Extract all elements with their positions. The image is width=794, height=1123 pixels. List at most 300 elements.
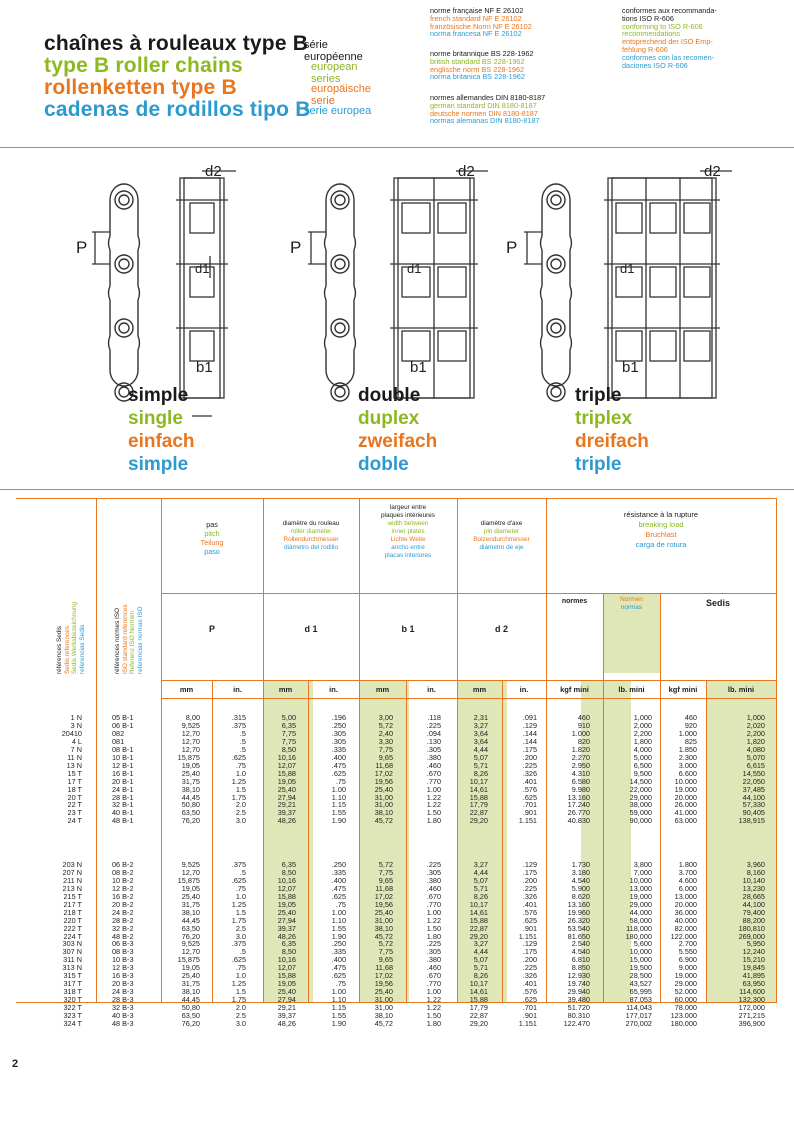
table-cell-p-in: 1.25	[231, 776, 246, 786]
table-cell-p-mm: 15,875	[177, 875, 200, 885]
table-cell-iso: 48 B-2	[112, 931, 134, 941]
table-cell-d1-in: 1.55	[331, 808, 346, 818]
table-cell-s-lb: 19,845	[742, 962, 765, 972]
standard-bs: norme britannique BS 228-1962 british standard BS 228-1962 englische norm BS 228-1962 norma britanica BS 228-1962	[430, 49, 534, 82]
table-cell-d2-mm: 3,27	[473, 939, 488, 948]
table-cell-iso: 06 B-3	[112, 939, 134, 948]
table-cell-sedis: 222 T	[63, 923, 82, 933]
table-cell-b1-in: .460	[426, 760, 441, 770]
table-cell-s-lb: 5,950	[746, 939, 765, 948]
table-cell-b1-in: 1.22	[426, 994, 441, 1004]
table-cell-p-mm: 9,525	[181, 939, 200, 948]
table-cell-iso: 08 B-1	[112, 744, 134, 754]
label-b1: b1	[410, 359, 427, 376]
table-cell-b1-mm: 17,02	[374, 768, 393, 778]
table-cell-sedis: 318 T	[63, 986, 82, 996]
table-cell-b1-mm: 45,72	[374, 816, 393, 826]
table-cell-s-kgf: 41.000	[674, 808, 697, 818]
table-cell-p-mm: 15,875	[177, 954, 200, 964]
table-cell-d2-mm: 5,07	[473, 752, 488, 762]
table-cell-d2-in: .576	[522, 784, 537, 794]
table-cell-p-in: .625	[231, 954, 246, 964]
table-cell-d2-mm: 14,61	[469, 986, 488, 996]
table-cell-n-kgf: 2.540	[571, 939, 590, 948]
table-cell-b1-mm: 11,68	[375, 962, 393, 972]
table-cell-s-kgf: 3.700	[678, 867, 697, 877]
table-cell-d2-in: 1.151	[518, 931, 537, 941]
table-cell-p-in: 1.0	[235, 970, 246, 980]
table-cell-p-mm: 12,70	[181, 728, 200, 738]
table-cell-b1-mm: 17,02	[374, 970, 393, 980]
table-cell-n-kgf: 13.160	[567, 792, 590, 802]
header-width: largeur entre plaques intérieures width between inner plates Lichte Weite ancho entre placas interiores	[381, 504, 435, 559]
table-cell-d1-mm: 6,35	[281, 860, 296, 869]
table-cell-b1-in: .225	[426, 720, 441, 730]
table-cell-sedis: 322 T	[63, 1002, 82, 1012]
table-cell-iso: 08 B-2	[112, 867, 134, 877]
table-cell-b1-in: 1.50	[426, 808, 441, 818]
table-cell-s-lb: 63,950	[742, 978, 765, 988]
table-cell-d2-in: .200	[522, 954, 537, 964]
table-cell-d2-mm: 2,31	[473, 713, 488, 722]
table-cell-sedis: 11 N	[67, 752, 82, 762]
label-d2: d2	[704, 163, 721, 180]
table-cell-d2-mm: 8,26	[473, 768, 488, 778]
table-cell-iso: 48 B-3	[112, 1018, 134, 1028]
table-cell-sedis: 4 L	[71, 736, 82, 746]
label-P: P	[290, 238, 302, 257]
table-cell-d2-in: .701	[522, 800, 537, 810]
table-cell-p-in: 1.0	[235, 891, 246, 901]
table-cell-d2-in: .225	[522, 760, 537, 770]
table-cell-d1-in: 1.90	[331, 931, 346, 941]
table-cell-s-kgf: 29.000	[674, 978, 697, 988]
table-cell-p-in: 1.5	[235, 986, 246, 996]
header-roller: diamètre du rouleau roller diameter Rollendurchmesser diámetro del rodillo	[282, 520, 340, 551]
table-cell-d2-mm: 8,26	[473, 970, 488, 980]
table-cell-d2-in: .144	[522, 736, 537, 746]
table-cell-d1-mm: 19,05	[277, 899, 296, 909]
table-cell-d2-in: .175	[522, 946, 537, 956]
table-cell-iso: 32 B-2	[112, 923, 134, 933]
table-cell-n-lb: 29,000	[629, 899, 652, 909]
table-cell-p-mm: 12,70	[181, 867, 200, 877]
table-cell-p-in: .375	[231, 939, 246, 948]
table-cell-iso: 06 B-1	[112, 720, 134, 730]
table-cell-d1-in: .75	[335, 978, 346, 988]
table-cell-iso: 10 B-1	[112, 752, 134, 762]
table-cell-b1-in: .225	[426, 939, 441, 948]
table-cell-s-lb: 1,000	[746, 713, 765, 722]
table-cell-sedis: 207 N	[62, 867, 82, 877]
table-cell-b1-mm: 17,02	[374, 891, 393, 901]
table-cell-d1-in: .250	[331, 720, 346, 730]
header-ref-sedis: références Sedis Sedis references Sedis Werksbezeichnung referencias Sedis	[56, 602, 86, 674]
table-cell-s-lb: 1,820	[746, 736, 765, 746]
table-cell-d1-mm: 25,40	[277, 784, 296, 794]
table-cell-n-lb: 270,002	[625, 1018, 652, 1028]
table-cell-b1-mm: 7,75	[378, 744, 393, 754]
table-cell-d1-mm: 27,94	[277, 915, 296, 925]
table-cell-d2-in: .091	[522, 713, 537, 722]
table-cell-d2-mm: 29,20	[469, 816, 488, 826]
table-cell-d2-in: .701	[522, 1002, 537, 1012]
header-sedis: Sedis	[705, 598, 730, 608]
table-cell-b1-in: 1.00	[426, 784, 441, 794]
table-cell-s-kgf: 2.300	[678, 752, 697, 762]
table-cell-d2-in: .129	[522, 860, 537, 869]
table-cell-n-lb: 2,200	[633, 728, 652, 738]
table-cell-s-lb: 4,080	[746, 744, 765, 754]
table-cell-n-kgf: 9.980	[571, 784, 590, 794]
table-cell-d2-in: .901	[522, 1010, 537, 1020]
table-cell-s-kgf: 40.000	[674, 915, 697, 925]
table-cell-p-in: .375	[231, 860, 246, 869]
table-cell-d2-mm: 4,44	[473, 744, 488, 754]
table-cell-sedis: 20410	[61, 728, 82, 738]
diagram-double	[290, 163, 488, 401]
table-cell-p-in: .5	[239, 736, 246, 746]
table-cell-n-lb: 3,800	[633, 860, 652, 869]
table-cell-b1-mm: 19,56	[374, 776, 393, 786]
table-cell-p-mm: 31,75	[181, 978, 200, 988]
table-cell-s-lb: 132,300	[738, 994, 765, 1004]
table-cell-b1-mm: 25,40	[374, 907, 393, 917]
table-cell-sedis: 220 T	[63, 915, 82, 925]
table-cell-b1-in: 1.22	[426, 915, 441, 925]
table-cell-d1-mm: 8,50	[281, 744, 296, 754]
table-cell-iso: 20 B-1	[112, 776, 134, 786]
table-cell-d1-mm: 15,88	[277, 891, 296, 901]
table-cell-d1-mm: 12,07	[277, 883, 296, 893]
table-cell-p-mm: 76,20	[181, 931, 200, 941]
table-cell-n-kgf: 6.810	[571, 954, 590, 964]
table-cell-s-kgf: 63.000	[674, 816, 697, 826]
table-cell-s-lb: 41,895	[742, 970, 765, 980]
table-cell-d1-in: 1.10	[331, 994, 346, 1004]
table-cell-d1-mm: 39,37	[277, 808, 296, 818]
table-cell-n-lb: 118,000	[626, 923, 652, 933]
table-cell-s-kgf: 460	[684, 713, 697, 722]
title-en: type B roller chains	[44, 54, 243, 77]
table-cell-b1-mm: 31,00	[374, 792, 393, 802]
table-cell-d2-mm: 3,64	[473, 736, 488, 746]
table-cell-p-mm: 25,40	[181, 768, 200, 778]
label-d2: d2	[458, 163, 475, 180]
table-cell-n-kgf: 29.940	[567, 986, 590, 996]
table-cell-n-kgf: 26.770	[567, 808, 590, 818]
table-cell-s-lb: 3,960	[746, 860, 765, 869]
table-cell-p-in: 1.5	[235, 907, 246, 917]
table-cell-d1-mm: 48,26	[277, 931, 296, 941]
table-cell-p-mm: 50,80	[181, 1002, 200, 1012]
table-cell-s-lb: 396,900	[738, 1018, 765, 1028]
table-cell-s-lb: 5,070	[746, 752, 765, 762]
table-cell-d2-mm: 22,87	[469, 923, 488, 933]
table-cell-iso: 20 B-2	[112, 899, 134, 909]
table-cell-n-kgf: 26.320	[567, 915, 590, 925]
table-cell-sedis: 218 T	[63, 907, 82, 917]
table-cell-d1-mm: 39,37	[277, 923, 296, 933]
table-cell-d2-mm: 15,88	[469, 792, 488, 802]
table-cell-p-mm: 25,40	[181, 891, 200, 901]
table-cell-n-kgf: 1.000	[571, 728, 590, 738]
table-cell-d1-mm: 8,50	[281, 867, 296, 877]
title-fr: chaînes à rouleaux type B	[44, 32, 309, 55]
table-cell-d2-mm: 5,71	[473, 760, 488, 770]
table-cell-s-kgf: 3.000	[678, 760, 697, 770]
table-cell-d2-in: 1.151	[518, 816, 537, 826]
table-cell-iso: 28 B-3	[112, 994, 134, 1004]
diagram-simple	[76, 163, 236, 416]
table-cell-sedis: 315 T	[63, 970, 82, 980]
table-cell-p-mm: 12,70	[181, 736, 200, 746]
table-cell-d2-mm: 3,64	[473, 728, 488, 738]
table-cell-p-mm: 44,45	[181, 915, 200, 925]
table-cell-n-kgf: 910	[577, 720, 590, 730]
table-cell-s-lb: 88,200	[742, 915, 765, 925]
table-cell-n-lb: 177,017	[625, 1010, 652, 1020]
table-cell-n-kgf: 80.310	[567, 1010, 590, 1020]
table-cell-d2-in: .225	[522, 962, 537, 972]
table-cell-d1-in: 1.90	[331, 816, 346, 826]
table-cell-s-lb: 6,615	[746, 760, 765, 770]
table-cell-s-lb: 138,915	[738, 816, 765, 826]
table-cell-sedis: 18 T	[67, 784, 82, 794]
table-cell-d2-in: .144	[522, 728, 537, 738]
table-cell-d2-in: .175	[522, 867, 537, 877]
table-cell-b1-mm: 38,10	[374, 808, 393, 818]
table-cell-d1-in: .250	[331, 860, 346, 869]
table-cell-d1-mm: 48,26	[277, 816, 296, 826]
table-cell-b1-in: .225	[426, 860, 441, 869]
table-cell-sedis: 307 N	[62, 946, 82, 956]
table-cell-s-kgf: 825	[684, 736, 697, 746]
table-cell-d1-mm: 48,26	[277, 1018, 296, 1028]
table-cell-n-lb: 90,000	[629, 816, 652, 826]
table-cell-d2-mm: 14,61	[469, 784, 488, 794]
table-cell-b1-in: 1.80	[426, 816, 441, 826]
table-cell-sedis: 320 T	[63, 994, 82, 1004]
table-cell-sedis: 317 T	[63, 978, 82, 988]
table-cell-iso: 05 B-1	[112, 713, 134, 722]
standard-din: normes allemandes DIN 8180-8187 german standard DIN 8180-8187 deutsche normen DIN 8180-8187 normas alemanas DIN 8180-8187	[430, 93, 546, 126]
table-cell-d1-in: .475	[331, 962, 346, 972]
table-cell-b1-in: .460	[426, 962, 441, 972]
table-cell-d2-mm: 15,88	[469, 915, 488, 925]
table-cell-n-kgf: 2.270	[571, 752, 590, 762]
table-cell-n-kgf: 8.850	[571, 962, 590, 972]
table-cell-b1-in: 1.22	[426, 800, 441, 810]
table-cell-d1-in: .335	[331, 744, 346, 754]
table-cell-d1-mm: 15,88	[277, 768, 296, 778]
label-d2: d2	[205, 163, 222, 180]
table-cell-p-mm: 63,50	[181, 1010, 200, 1020]
table-cell-b1-in: 1.22	[426, 792, 441, 802]
table-cell-b1-mm: 7,75	[378, 867, 393, 877]
table-cell-iso: 16 B-1	[112, 768, 134, 778]
table-cell-b1-mm: 5,72	[378, 720, 393, 730]
table-cell-b1-in: .380	[426, 954, 441, 964]
table-cell-d1-mm: 29,21	[277, 800, 296, 810]
table-cell-b1-in: .670	[426, 768, 441, 778]
table-cell-d2-mm: 29,20	[469, 931, 488, 941]
table-cell-p-in: 1.75	[231, 915, 246, 925]
table-cell-p-mm: 63,50	[181, 923, 200, 933]
table-cell-d1-mm: 39,37	[277, 1010, 296, 1020]
table-cell-p-in: 3.0	[235, 931, 246, 941]
symbol-d2: d 2	[494, 624, 508, 634]
table-cell-s-kgf: 19.000	[674, 970, 697, 980]
table-cell-n-lb: 19,000	[629, 891, 652, 901]
table-cell-sedis: 22 T	[67, 800, 82, 810]
table-cell-p-in: 3.0	[235, 816, 246, 826]
table-cell-d2-mm: 3,27	[473, 720, 488, 730]
table-cell-iso: 16 B-3	[112, 970, 134, 980]
table-cell-s-kgf: 60.000	[674, 994, 697, 1004]
table-cell-b1-in: .770	[426, 978, 441, 988]
table-cell-sedis: 215 T	[63, 891, 82, 901]
table-cell-n-lb: 65,995	[629, 986, 652, 996]
table-cell-s-lb: 28,665	[742, 891, 765, 901]
table-cell-b1-in: .305	[426, 744, 441, 754]
table-cell-n-kgf: 5.900	[571, 883, 590, 893]
table-cell-iso: 28 B-1	[112, 792, 134, 802]
table-cell-s-kgf: 19.000	[674, 784, 697, 794]
table-cell-b1-mm: 25,40	[374, 784, 393, 794]
table-cell-n-lb: 5,600	[633, 939, 652, 948]
table-cell-n-lb: 19,500	[629, 962, 652, 972]
table-cell-d1-in: .475	[331, 883, 346, 893]
title-es: cadenas de rodillos tipo B	[44, 98, 311, 121]
table-cell-n-lb: 29,000	[629, 792, 652, 802]
table-cell-b1-in: .305	[426, 867, 441, 877]
table-cell-iso: 24 B-3	[112, 986, 134, 996]
table-cell-n-kgf: 12.930	[567, 970, 590, 980]
table-cell-d1-mm: 15,88	[277, 970, 296, 980]
table-cell-n-kgf: 2.950	[571, 760, 590, 770]
table-cell-n-lb: 87,053	[629, 994, 652, 1004]
table-cell-d2-mm: 29,20	[469, 1018, 488, 1028]
table-cell-s-lb: 90,405	[742, 808, 765, 818]
table-cell-n-lb: 13,000	[629, 883, 652, 893]
table-cell-b1-mm: 3,00	[378, 713, 393, 722]
table-cell-n-kgf: 81.650	[567, 931, 590, 941]
table-cell-p-in: .315	[231, 713, 246, 722]
table-cell-n-kgf: 3.180	[571, 867, 590, 877]
table-cell-p-in: .75	[235, 760, 246, 770]
table-cell-b1-mm: 38,10	[374, 923, 393, 933]
table-cell-b1-mm: 31,00	[374, 915, 393, 925]
table-cell-d2-mm: 4,44	[473, 946, 488, 956]
table-cell-n-lb: 10,000	[629, 875, 652, 885]
table-cell-s-kgf: 9.000	[678, 962, 697, 972]
label-d1: d1	[407, 261, 422, 276]
table-cell-sedis: 13 N	[66, 760, 82, 770]
table-cell-p-mm: 63,50	[181, 808, 200, 818]
variant-double: double duplex zweifach doble	[358, 385, 438, 475]
table-cell-n-kgf: 1.730	[571, 860, 590, 869]
table-cell-b1-mm: 5,72	[378, 939, 393, 948]
table-cell-s-lb: 44,100	[742, 899, 765, 909]
table-cell-iso: 06 B-2	[112, 860, 134, 869]
table-cell-iso: 20 B-3	[112, 978, 134, 988]
table-cell-d1-in: .475	[331, 760, 346, 770]
table-cell-p-mm: 15,875	[177, 752, 200, 762]
header-normen: Normen normas	[620, 596, 643, 611]
table-cell-d2-mm: 17,79	[469, 800, 488, 810]
table-row	[16, 730, 776, 738]
table-cell-d2-in: .175	[522, 744, 537, 754]
table-cell-d2-in: .901	[522, 923, 537, 933]
table-cell-p-in: 1.0	[235, 768, 246, 778]
table-cell-d1-mm: 7,75	[281, 736, 296, 746]
table-cell-d2-mm: 4,44	[473, 867, 488, 877]
table-cell-p-in: .625	[231, 875, 246, 885]
table-cell-b1-mm: 31,00	[374, 994, 393, 1004]
table-cell-d1-in: .625	[331, 768, 346, 778]
table-cell-s-lb: 269,000	[738, 931, 765, 941]
table-cell-p-mm: 9,525	[181, 720, 200, 730]
table-cell-d1-in: .625	[331, 970, 346, 980]
table-cell-sedis: 303 N	[62, 939, 82, 948]
table-cell-p-in: 3.0	[235, 1018, 246, 1028]
table-cell-n-lb: 14,500	[629, 776, 652, 786]
table-cell-s-kgf: 6.600	[678, 768, 697, 778]
table-cell-n-kgf: 6.580	[571, 776, 590, 786]
table-cell-p-in: 1.75	[231, 792, 246, 802]
table-cell-n-kgf: 122.470	[563, 1018, 590, 1028]
table-cell-d1-in: .335	[331, 867, 346, 877]
table-cell-s-kgf: 20.000	[674, 792, 697, 802]
table-cell-d2-mm: 3,27	[473, 860, 488, 869]
table-cell-iso: 12 B-3	[112, 962, 134, 972]
table-cell-p-mm: 12,70	[181, 946, 200, 956]
table-cell-p-in: 1.25	[231, 899, 246, 909]
table-cell-iso: 24 B-2	[112, 907, 134, 917]
table-cell-d1-in: 1.10	[331, 915, 346, 925]
table-cell-iso: 12 B-1	[112, 760, 134, 770]
table-cell-sedis: 324 T	[63, 1018, 82, 1028]
table-cell-n-kgf: 51.720	[567, 1002, 590, 1012]
table-cell-d1-in: 1.00	[331, 986, 346, 996]
table-cell-n-lb: 38,000	[629, 800, 652, 810]
table-cell-d2-in: .225	[522, 883, 537, 893]
table-cell-p-mm: 38,10	[181, 986, 200, 996]
table-cell-b1-mm: 9,65	[378, 875, 393, 885]
table-cell-n-lb: 4,000	[633, 744, 652, 754]
header-breaking-load: résistance à la rupture breaking load Bruchlast carga de rotura	[623, 510, 699, 549]
table-cell-d2-in: .625	[522, 994, 537, 1004]
table-cell-s-kgf: 10.000	[674, 776, 697, 786]
diagram-triple	[506, 163, 732, 401]
table-cell-d1-mm: 19,05	[277, 978, 296, 988]
table-cell-n-lb: 1,000	[633, 713, 652, 722]
table-cell-s-lb: 114,600	[739, 986, 765, 996]
table-cell-d1-mm: 25,40	[277, 907, 296, 917]
table-cell-d2-mm: 5,07	[473, 954, 488, 964]
table-cell-d2-mm: 15,88	[469, 994, 488, 1004]
table-cell-b1-mm: 45,72	[374, 931, 393, 941]
table-cell-sedis: 217 T	[63, 899, 82, 909]
table-cell-s-kgf: 1.000	[678, 728, 697, 738]
table-cell-b1-in: .118	[427, 713, 441, 722]
table-cell-d2-mm: 17,79	[469, 1002, 488, 1012]
table-cell-b1-mm: 5,72	[378, 860, 393, 869]
subtitle-en: european series	[311, 61, 358, 85]
table-cell-p-mm: 9,525	[181, 860, 200, 869]
table-cell-s-kgf: 2.700	[678, 939, 697, 948]
